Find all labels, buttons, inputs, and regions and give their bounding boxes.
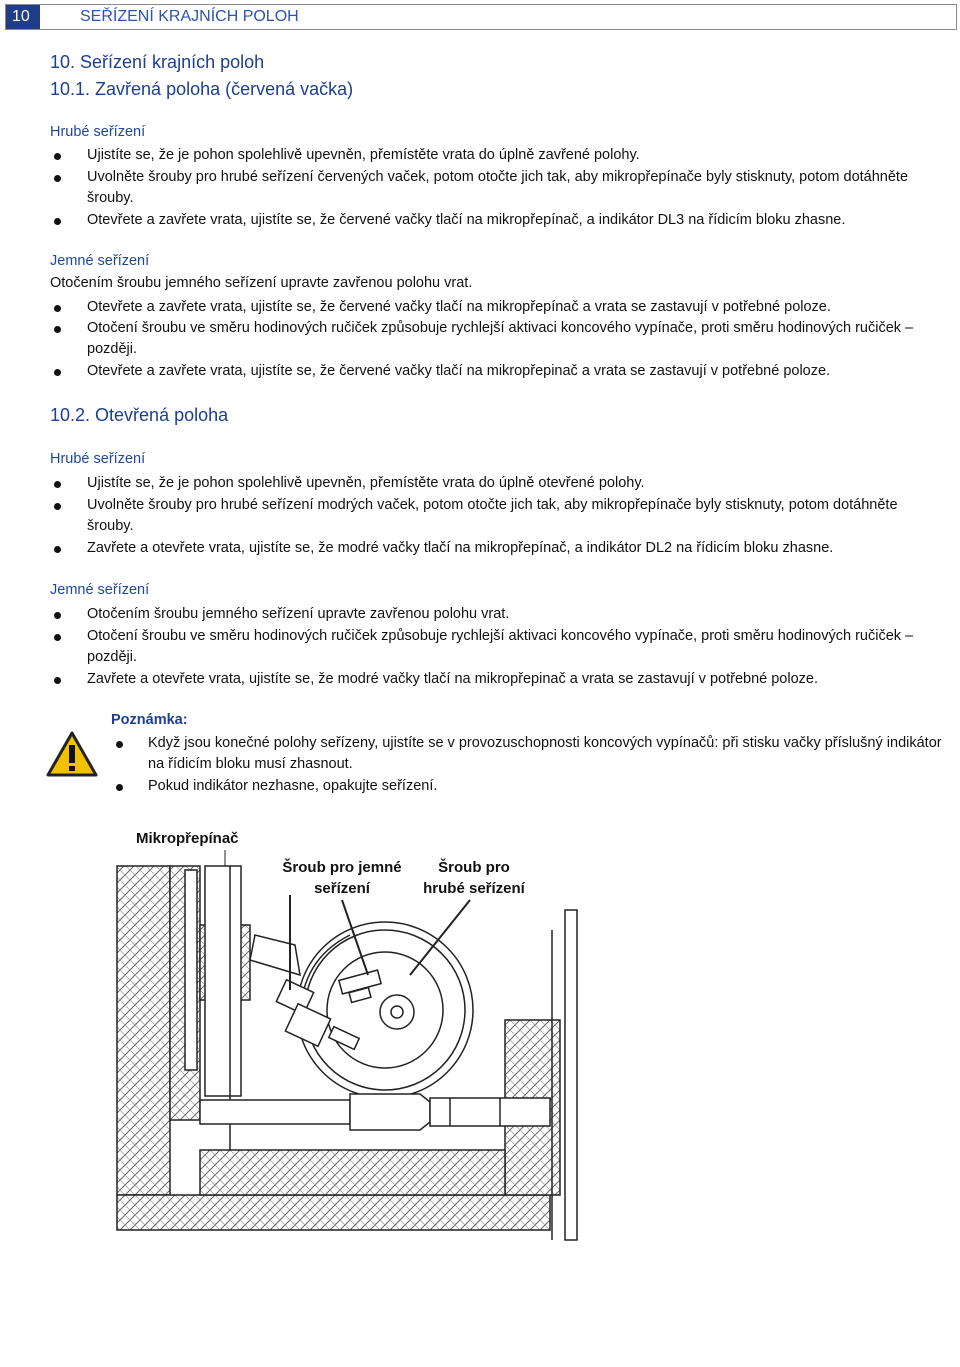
label-coarse-screw: Šroub pro hrubé seřízení <box>423 859 525 897</box>
label-fine-screw: Šroub pro jemné seřízení <box>282 859 402 897</box>
coarse-heading-closed: Hrubé seřízení <box>50 124 146 140</box>
subsection-title-open: 10.2. Otevřená poloha <box>50 405 229 425</box>
chapter-number: 10 <box>6 5 40 29</box>
label-microswitch: Mikropřepínač <box>136 830 239 847</box>
coarse-heading-open: Hrubé seřízení <box>50 451 146 467</box>
note-title: Poznámka: <box>111 712 188 728</box>
fine-heading-open: Jemné seřízení <box>50 582 150 598</box>
fine-heading-closed: Jemné seřízení <box>50 253 150 269</box>
fine-intro: Otočením šroubu jemného seřízení upravte zavřenou polohu vrat. <box>50 275 473 291</box>
chapter-title: SEŘÍZENÍ KRAJNÍCH POLOH <box>80 8 299 25</box>
subsection-title-closed: 10.1. Zavřená poloha (červená vačka) <box>50 79 354 99</box>
section-title: 10. Seřízení krajních poloh <box>50 52 265 72</box>
